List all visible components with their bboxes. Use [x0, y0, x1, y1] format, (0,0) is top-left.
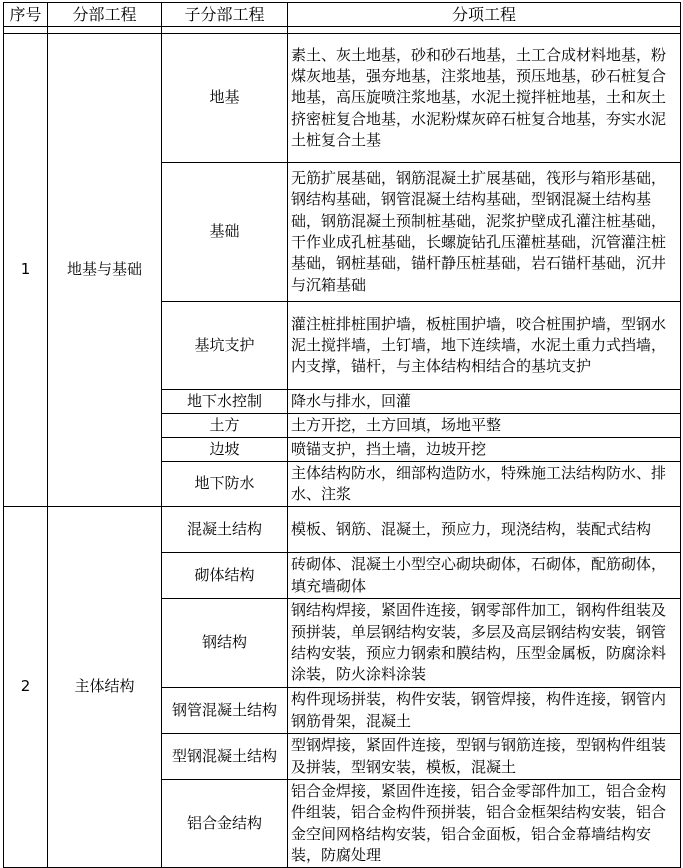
- subdivision-cell: 型钢混凝土结构: [162, 734, 288, 780]
- items-cell: 灌注桩排桩围护墙，板桩围护墙，咬合桩围护墙，型钢水泥土搅拌墙，土钉墙，地下连续墙，水泥土重力式挡墙，内支撑，锚杆，与主体结构相结合的基坑支护: [288, 302, 681, 390]
- items-cell: 模板、钢筋、混凝土，预应力，现浇结构，装配式结构: [288, 507, 681, 553]
- header-items: 分项工程: [288, 3, 681, 27]
- items-cell: 土方开挖，土方回填，场地平整: [288, 414, 681, 438]
- subdivision-cell: 钢管混凝土结构: [162, 688, 288, 734]
- division-cell: 地基与基础: [48, 34, 162, 507]
- subdivision-cell: 边坡: [162, 438, 288, 462]
- subdivision-cell: 地基: [162, 34, 288, 163]
- engineering-division-table: [3, 2, 681, 868]
- subdivision-cell: 土方: [162, 414, 288, 438]
- subdivision-cell: 地下水控制: [162, 390, 288, 414]
- subdivision-cell: 混凝土结构: [162, 507, 288, 553]
- items-cell: 降水与排水，回灌: [288, 390, 681, 414]
- subdivision-cell: 砌体结构: [162, 553, 288, 599]
- spacer-row: [4, 27, 681, 34]
- table-row: [4, 507, 681, 553]
- items-cell: 铝合金焊接，紧固件连接，铝合金零部件加工，铝合金构件组装，铝合金构件预拼装，铝合金框架结构安装，铝合金空间网格结构安装，铝合金面板，铝合金幕墙结构安装，防腐处理: [288, 780, 681, 868]
- items-cell: 主体结构防水，细部构造防水，特殊施工法结构防水、排水、注浆: [288, 462, 681, 507]
- division-cell: 主体结构: [48, 507, 162, 868]
- subdivision-cell: 钢结构: [162, 599, 288, 688]
- header-seq: 序号: [4, 3, 48, 27]
- subdivision-cell: 基础: [162, 163, 288, 302]
- items-cell: 砖砌体、混凝土小型空心砌块砌体，石砌体，配筋砌体，填充墙砌体: [288, 553, 681, 599]
- seq-cell: 1: [4, 34, 48, 507]
- seq-cell: 2: [4, 507, 48, 868]
- items-cell: 构件现场拼装，构件安装，钢管焊接，构件连接，钢管内钢筋骨架，混凝土: [288, 688, 681, 734]
- header-row: [4, 3, 681, 27]
- items-cell: 喷锚支护，挡土墙，边坡开挖: [288, 438, 681, 462]
- items-cell: 钢结构焊接，紧固件连接，钢零部件加工，钢构件组装及预拼装，单层钢结构安装，多层及高层钢结构安装，钢管结构安装，预应力钢索和膜结构，压型金属板，防腐涂料涂装，防火涂料涂装: [288, 599, 681, 688]
- table-row: [4, 34, 681, 163]
- subdivision-cell: 铝合金结构: [162, 780, 288, 868]
- subdivision-cell: 基坑支护: [162, 302, 288, 390]
- items-cell: 素土、灰土地基，砂和砂石地基，土工合成材料地基，粉煤灰地基，强夯地基，注浆地基，预压地基，砂石桩复合地基，高压旋喷注浆地基，水泥土搅拌桩地基，土和灰土挤密桩复合地基，水泥粉煤灰碎石桩复合地基，夯实水泥土桩复合土基: [288, 34, 681, 163]
- items-cell: 型钢焊接，紧固件连接，型钢与钢筋连接，型钢构件组装及拼装，型钢安装，模板，混凝土: [288, 734, 681, 780]
- header-division: 分部工程: [48, 3, 162, 27]
- subdivision-cell: 地下防水: [162, 462, 288, 507]
- header-subdivision: 子分部工程: [162, 3, 288, 27]
- items-cell: 无筋扩展基础，钢筋混凝土扩展基础，筏形与箱形基础，钢结构基础，钢管混凝土结构基础，型钢混凝土结构基础，钢筋混凝土预制桩基础，泥浆护壁成孔灌注桩基础，干作业成孔桩基础，长螺旋钻孔压灌桩基础，沉管灌注桩基础，钢桩基础，锚杆静压桩基础，岩石锚杆基础，沉井与沉箱基础: [288, 163, 681, 302]
